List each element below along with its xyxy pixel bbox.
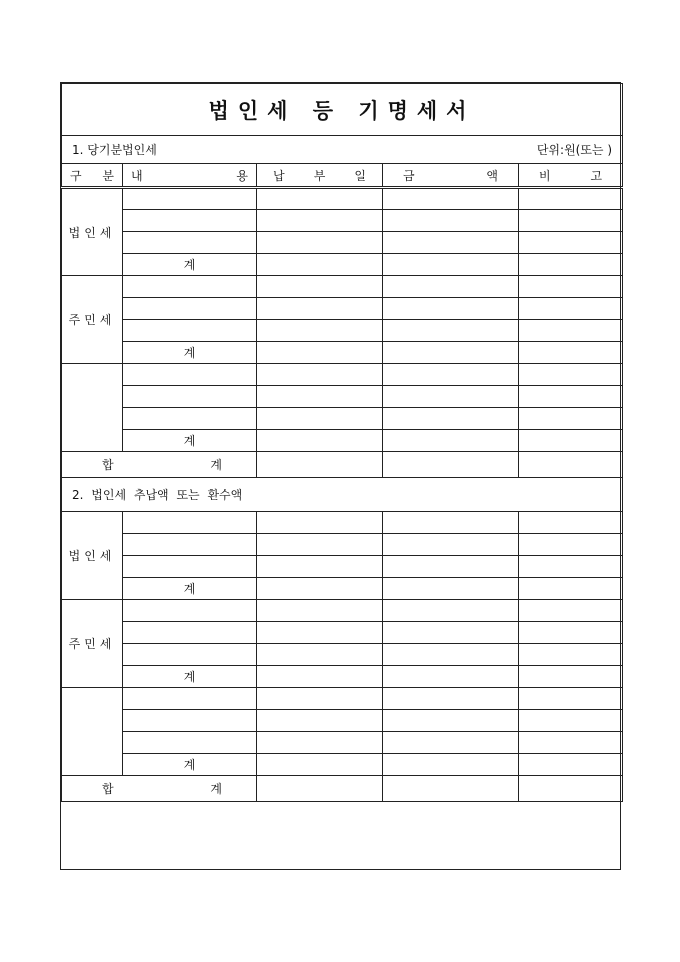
note-cell[interactable] (519, 408, 623, 430)
group-label: 주민세 (62, 276, 123, 364)
note-cell[interactable] (519, 644, 623, 666)
subtotal-row (62, 666, 623, 688)
content-cell[interactable] (123, 622, 257, 644)
amount-cell[interactable] (383, 622, 519, 644)
content-cell[interactable] (123, 298, 257, 320)
header-category: 구 분 (62, 164, 123, 188)
note-cell[interactable] (519, 666, 623, 688)
amount-cell[interactable] (383, 342, 519, 364)
total-row (62, 452, 623, 478)
table-row (62, 276, 623, 298)
table-row (62, 512, 623, 534)
content-cell[interactable] (123, 556, 257, 578)
form (60, 82, 621, 870)
content-cell[interactable] (123, 232, 257, 254)
amount-cell[interactable] (383, 710, 519, 732)
date-cell[interactable] (257, 430, 383, 452)
table-row (62, 320, 623, 342)
amount-cell[interactable] (383, 452, 519, 478)
content-cell[interactable] (123, 512, 257, 534)
subtotal-label: 계 (123, 430, 257, 452)
note-cell[interactable] (519, 622, 623, 644)
date-cell[interactable] (257, 644, 383, 666)
note-cell[interactable] (519, 600, 623, 622)
section-1-header (62, 136, 623, 164)
content-cell[interactable] (123, 710, 257, 732)
note-cell[interactable] (519, 688, 623, 710)
amount-cell[interactable] (383, 534, 519, 556)
amount-cell[interactable] (383, 408, 519, 430)
content-cell[interactable] (123, 188, 257, 210)
section-1-label: 1. 당기분법인세 (72, 143, 157, 157)
date-cell[interactable] (257, 276, 383, 298)
date-cell[interactable] (257, 320, 383, 342)
note-cell[interactable] (519, 754, 623, 776)
table-row (62, 688, 623, 710)
section-2-label: 2. 법인세 추납액 또는 환수액 (72, 488, 243, 502)
total-label: 합 계 (62, 776, 257, 802)
subtotal-label: 계 (123, 754, 257, 776)
date-cell[interactable] (257, 732, 383, 754)
header-content: 내 용 (123, 164, 257, 188)
amount-cell[interactable] (383, 210, 519, 232)
amount-cell[interactable] (383, 688, 519, 710)
content-cell[interactable] (123, 320, 257, 342)
unit-label: 단위:원(또는 ) (536, 143, 613, 157)
section-2-header (62, 478, 623, 512)
content-cell[interactable] (123, 732, 257, 754)
subtotal-label: 계 (123, 666, 257, 688)
group-label: 주민세 (62, 600, 123, 688)
date-cell[interactable] (257, 364, 383, 386)
table-row (62, 622, 623, 644)
date-cell[interactable] (257, 386, 383, 408)
table-row (62, 732, 623, 754)
content-cell[interactable] (123, 534, 257, 556)
date-cell[interactable] (257, 622, 383, 644)
note-cell[interactable] (519, 320, 623, 342)
header-amount: 금 액 (383, 164, 519, 188)
subtotal-row (62, 578, 623, 600)
note-cell[interactable] (519, 364, 623, 386)
date-cell[interactable] (257, 710, 383, 732)
content-cell[interactable] (123, 210, 257, 232)
note-cell[interactable] (519, 556, 623, 578)
amount-cell[interactable] (383, 776, 519, 802)
note-cell[interactable] (519, 710, 623, 732)
date-cell[interactable] (257, 188, 383, 210)
table-row (62, 298, 623, 320)
group-label (62, 688, 123, 776)
date-cell[interactable] (257, 342, 383, 364)
date-cell[interactable] (257, 534, 383, 556)
table-row (62, 210, 623, 232)
total-row (62, 776, 623, 802)
note-cell[interactable] (519, 254, 623, 276)
table-row (62, 534, 623, 556)
note-cell[interactable] (519, 452, 623, 478)
table-row (62, 710, 623, 732)
note-cell[interactable] (519, 534, 623, 556)
content-cell[interactable] (123, 364, 257, 386)
amount-cell[interactable] (383, 298, 519, 320)
subtotal-label: 계 (123, 254, 257, 276)
amount-cell[interactable] (383, 276, 519, 298)
column-header-row (62, 164, 623, 188)
table-row (62, 232, 623, 254)
note-cell[interactable] (519, 298, 623, 320)
date-cell[interactable] (257, 254, 383, 276)
group-label (62, 364, 123, 452)
note-cell[interactable] (519, 210, 623, 232)
content-cell[interactable] (123, 600, 257, 622)
amount-cell[interactable] (383, 188, 519, 210)
table-row (62, 188, 623, 210)
date-cell[interactable] (257, 776, 383, 802)
content-cell[interactable] (123, 688, 257, 710)
date-cell[interactable] (257, 754, 383, 776)
note-cell[interactable] (519, 578, 623, 600)
table-row (62, 386, 623, 408)
date-cell[interactable] (257, 298, 383, 320)
note-cell[interactable] (519, 232, 623, 254)
date-cell[interactable] (257, 578, 383, 600)
note-cell[interactable] (519, 430, 623, 452)
date-cell[interactable] (257, 210, 383, 232)
amount-cell[interactable] (383, 556, 519, 578)
subtotal-row (62, 754, 623, 776)
statement-table (61, 83, 623, 802)
subtotal-label: 계 (123, 578, 257, 600)
amount-cell[interactable] (383, 232, 519, 254)
note-cell[interactable] (519, 776, 623, 802)
amount-cell[interactable] (383, 254, 519, 276)
amount-cell[interactable] (383, 430, 519, 452)
amount-cell[interactable] (383, 320, 519, 342)
date-cell[interactable] (257, 232, 383, 254)
table-row (62, 644, 623, 666)
subtotal-row (62, 430, 623, 452)
content-cell[interactable] (123, 386, 257, 408)
amount-cell[interactable] (383, 600, 519, 622)
amount-cell[interactable] (383, 364, 519, 386)
page-title: 법인세 등 기명세서 (62, 84, 623, 136)
note-cell[interactable] (519, 188, 623, 210)
amount-cell[interactable] (383, 644, 519, 666)
content-cell[interactable] (123, 408, 257, 430)
amount-cell[interactable] (383, 754, 519, 776)
subtotal-label: 계 (123, 342, 257, 364)
subtotal-row (62, 254, 623, 276)
amount-cell[interactable] (383, 578, 519, 600)
date-cell[interactable] (257, 512, 383, 534)
date-cell[interactable] (257, 600, 383, 622)
date-cell[interactable] (257, 452, 383, 478)
group-label: 법인세 (62, 188, 123, 276)
table-row (62, 408, 623, 430)
amount-cell[interactable] (383, 732, 519, 754)
note-cell[interactable] (519, 342, 623, 364)
note-cell[interactable] (519, 512, 623, 534)
table-row (62, 364, 623, 386)
content-cell[interactable] (123, 644, 257, 666)
amount-cell[interactable] (383, 512, 519, 534)
content-cell[interactable] (123, 276, 257, 298)
note-cell[interactable] (519, 732, 623, 754)
group-label: 법인세 (62, 512, 123, 600)
date-cell[interactable] (257, 688, 383, 710)
table-row (62, 600, 623, 622)
note-cell[interactable] (519, 386, 623, 408)
total-label: 합 계 (62, 452, 257, 478)
header-note: 비 고 (519, 164, 623, 188)
table-row (62, 556, 623, 578)
subtotal-row (62, 342, 623, 364)
date-cell[interactable] (257, 666, 383, 688)
note-cell[interactable] (519, 276, 623, 298)
date-cell[interactable] (257, 556, 383, 578)
amount-cell[interactable] (383, 666, 519, 688)
date-cell[interactable] (257, 408, 383, 430)
amount-cell[interactable] (383, 386, 519, 408)
header-payment-date: 납 부 일 (257, 164, 383, 188)
